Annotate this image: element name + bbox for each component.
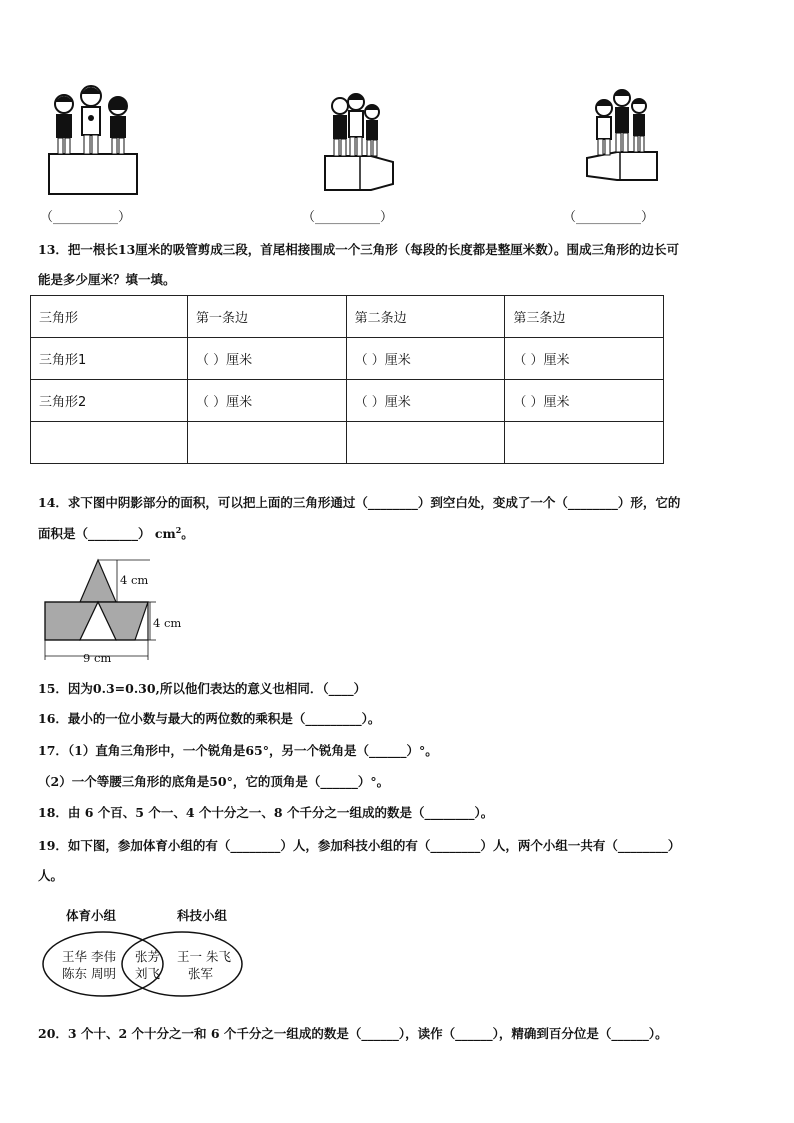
- right-height-label: 4 cm: [153, 616, 182, 630]
- q14-line2-text: 面积是（________） cm: [38, 526, 176, 541]
- q14-line1: 14．求下图中阴影部分的面积，可以把上面的三角形通过（________）到空白处，变成了一个（________）形，它的: [38, 495, 681, 510]
- q14-unit-exponent: 2: [175, 524, 182, 535]
- table-header-cell: 第三条边: [505, 296, 664, 338]
- q19-line1: 19．如下图，参加体育小组的有（________）人，参加科技小组的有（________）人，两个小组一共有（________）: [38, 838, 681, 853]
- table-cell[interactable]: [505, 422, 664, 464]
- podium-answer-3[interactable]: （__________）: [563, 210, 655, 225]
- podium-answer-2[interactable]: （__________）: [302, 210, 394, 225]
- q17-part1: 17．（1）直角三角形中，一个锐角是65°，另一个锐角是（______）°。: [38, 743, 438, 758]
- venn-left-names-1: 王华 李伟: [62, 949, 116, 964]
- table-cell-blank[interactable]: （ ）厘米: [346, 338, 505, 380]
- top-height-label: 4 cm: [120, 573, 149, 587]
- q20-text: 20．3 个十、2 个十分之一和 6 个千分之一组成的数是（______），读作（______），精确到百分位是（______）。: [38, 1026, 668, 1041]
- podium-answer-1[interactable]: （__________）: [40, 210, 132, 225]
- table-cell[interactable]: [346, 422, 505, 464]
- triangle-table: [30, 295, 664, 464]
- venn-left-title: 体育小组: [66, 908, 117, 923]
- table-cell-blank[interactable]: （ ）厘米: [188, 338, 347, 380]
- table-row: [31, 422, 664, 464]
- venn-right-names-2: 张军: [188, 966, 214, 981]
- table-header-cell: 第一条边: [188, 296, 347, 338]
- podium-figure-2: [320, 92, 400, 198]
- q16-text: 16．最小的一位小数与最大的两位数的乘积是（_________）。: [38, 711, 381, 726]
- q14-line2: [38, 524, 194, 542]
- table-cell: 三角形2: [31, 380, 188, 422]
- q14-line2-end: 。: [181, 526, 194, 541]
- table-cell[interactable]: [188, 422, 347, 464]
- table-header-cell: 三角形: [31, 296, 188, 338]
- venn-left-names-2: 陈东 周明: [62, 966, 116, 981]
- q15-text: 15．因为0.3=0.30,所以他们表达的意义也相同．（____）: [38, 681, 367, 696]
- podium-figure-1: [44, 82, 144, 200]
- venn-right-names-1: 王一 朱飞: [177, 949, 231, 964]
- table-cell-blank[interactable]: （ ）厘米: [346, 380, 505, 422]
- table-header-cell: 第二条边: [346, 296, 505, 338]
- shaded-area-figure: [38, 556, 188, 666]
- q19-line2: 人。: [38, 868, 64, 883]
- table-cell-blank[interactable]: （ ）厘米: [505, 380, 664, 422]
- q17-part2: （2）一个等腰三角形的底角是50°，它的顶角是（______）°。: [38, 774, 390, 789]
- table-cell[interactable]: [31, 422, 188, 464]
- table-row: [31, 338, 664, 380]
- q13-line1: 13．把一根长13厘米的吸管剪成三段，首尾相接围成一个三角形（每段的长度都是整厘米数）。围成三角形的边长可: [38, 242, 680, 257]
- table-cell-blank[interactable]: （ ）厘米: [188, 380, 347, 422]
- venn-middle-name-2: 刘飞: [135, 966, 161, 981]
- podium-figure-3: [582, 88, 662, 192]
- width-label: 9 cm: [83, 651, 112, 665]
- q13-line2: 能是多少厘米？填一填。: [38, 272, 176, 287]
- q18-text: 18．由 6 个百、5 个一、4 个十分之一、8 个千分之一组成的数是（________）。: [38, 805, 494, 820]
- table-cell-blank[interactable]: （ ）厘米: [505, 338, 664, 380]
- shaded-area-svg: [38, 556, 188, 666]
- venn-middle-name-1: 张芳: [135, 949, 161, 964]
- venn-diagram: [40, 900, 250, 1010]
- table-row: [31, 380, 664, 422]
- table-header-row: [31, 296, 664, 338]
- table-cell: 三角形1: [31, 338, 188, 380]
- venn-right-title: 科技小组: [177, 908, 228, 923]
